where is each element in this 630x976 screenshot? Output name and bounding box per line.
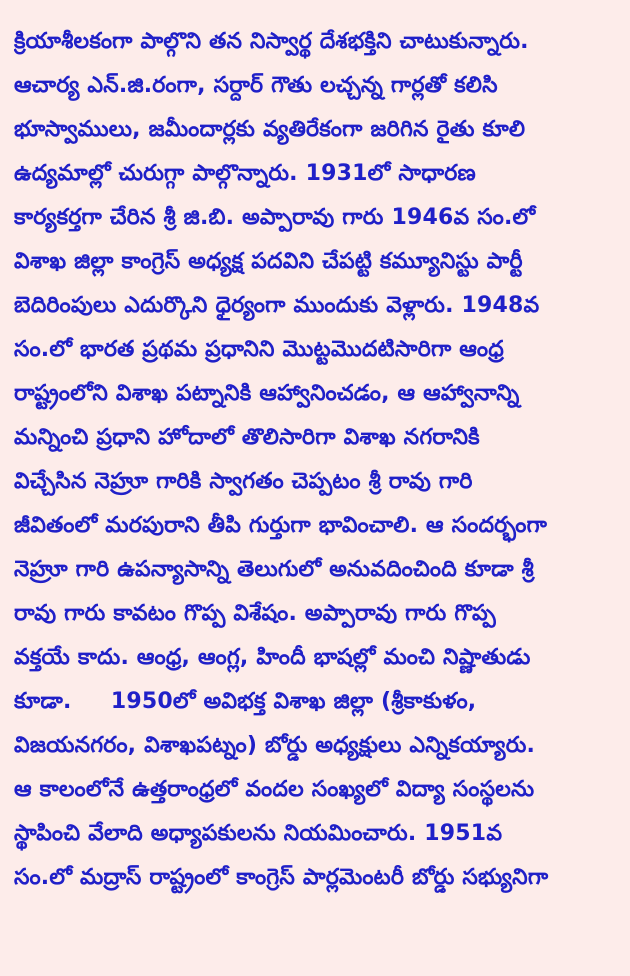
paragraph [14, 20, 618, 900]
text-line: సం.లో భారత ప్రథమ ప్రధానిని మొట్టమొదటిసారిగా ఆంధ్ర [14, 337, 504, 362]
text-line: బెదిరింపులు ఎదుర్కొని ధైర్యంగా ముందుకు వెళ్లారు. 1948వ [14, 293, 540, 318]
text-line: వక్తయే కాదు. ఆంధ్ర, ఆంగ్ల, హిందీ భాషల్లో మంచి నిష్ణాతుడు [14, 645, 531, 670]
text-line: రాష్ట్రంలోని విశాఖ పట్నానికి ఆహ్వానించడం, ఆ ఆహ్వానాన్ని [14, 381, 520, 406]
text-line: ఆ కాలంలోనే ఉత్తరాంధ్రలో వందల సంఖ్యలో విద్యా సంస్థలను [14, 777, 535, 802]
text-line: భూస్వాములు, జమీందార్లకు వ్యతిరేకంగా జరిగిన రైతు కూలి [14, 117, 526, 142]
text-line: విచ్చేసిన నెహ్రూ గారికి స్వాగతం చెప్పటం శ్రీ రావు గారి [14, 469, 473, 494]
text-line: విజయనగరం, విశాఖపట్నం) బోర్డు అధ్యక్షులు ఎన్నికయ్యారు. [14, 733, 536, 758]
text-line: సం.లో మద్రాస్ రాష్ట్రంలో కాంగ్రెస్ పార్లమెంటరీ బోర్డు సభ్యునిగా [14, 865, 549, 890]
text-line: క్రియాశీలకంగా పాల్గొని తన నిస్వార్థ దేశభక్తిని చాటుకున్నారు. [14, 29, 529, 54]
text-line: కార్యకర్తగా చేరిన శ్రీ జి.బి. అప్పారావు గారు 1946వ సం.లో [14, 205, 536, 230]
text-line: మన్నించి ప్రధాని హోదాలో తొలిసారిగా విశాఖ నగరానికి [14, 425, 480, 450]
text-line: నెహ్రూ గారి ఉపన్యాసాన్ని తెలుగులో అనువదించింది కూడా శ్రీ [14, 557, 534, 582]
text-line: ఆచార్య ఎన్.జి.రంగా, సర్దార్ గౌతు లచ్చన్న గార్లతో కలిసి [14, 73, 498, 98]
text-line: విశాఖ జిల్లా కాంగ్రెస్ అధ్యక్ష పదవిని చేపట్టి కమ్యూనిస్టు పార్టీ [14, 249, 523, 274]
text-line: రావు గారు కావటం గొప్ప విశేషం. అప్పారావు గారు గొప్ప [14, 601, 496, 626]
text-line: స్థాపించి వేలాది అధ్యాపకులను నియమించారు. 1951వ [14, 821, 503, 846]
text-line: కూడా. 1950లో అవిభక్త విశాఖ జిల్లా (శ్రీకాకుళం, [14, 689, 477, 714]
text-line: జీవితంలో మరపురాని తీపి గుర్తుగా భావించాలి. ఆ సందర్భంగా [14, 513, 548, 538]
text-line: ఉద్యమాల్లో చురుగ్గా పాల్గొన్నారు. 1931లో సాధారణ [14, 161, 476, 186]
